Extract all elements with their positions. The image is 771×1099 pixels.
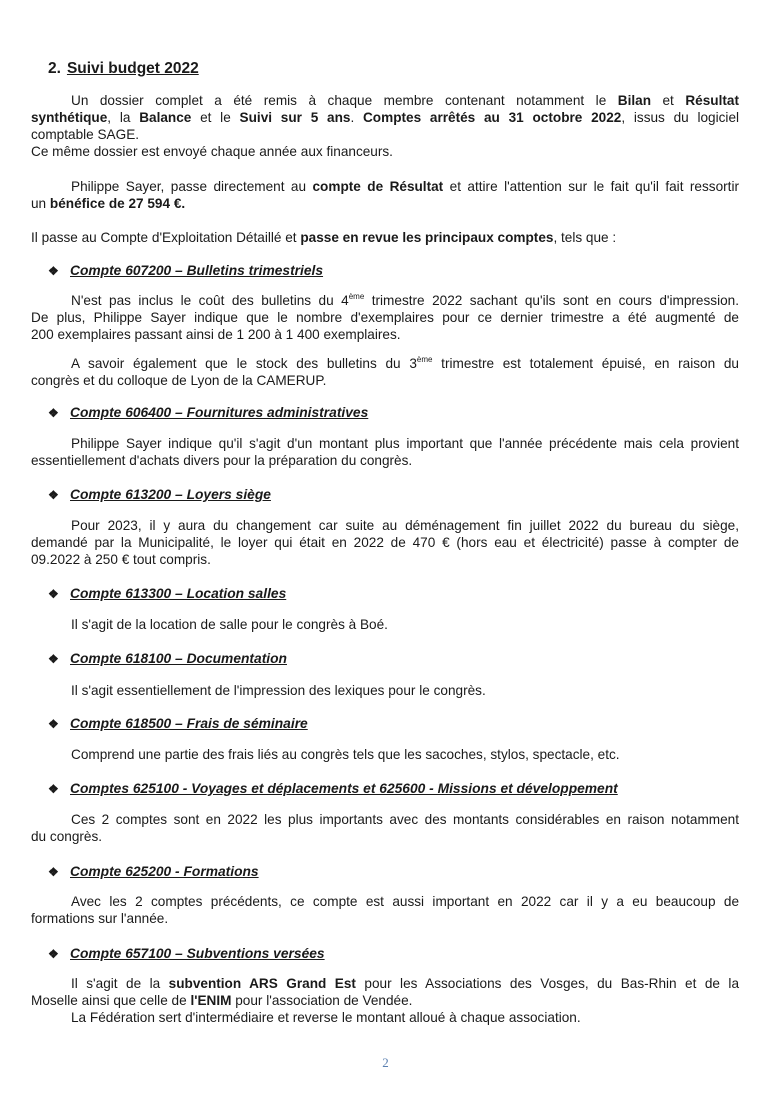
- result-paragraph: Philippe Sayer, passe directement au compte de Résultat et attire l'attention sur le fait qu'il fait ressortir un bénéfice de 27 594 €.: [31, 179, 740, 211]
- account-text-625100-625600: Ces 2 comptes sont en 2022 les plus importants avec des montants considérables en raison notamment du congrès.: [31, 812, 739, 844]
- account-text-607200-stock: A savoir également que le stock des bulletins du 3ème trimestre est totalement épuisé, en raison du congrès et du colloque de Lyon de la CAMERUP.: [31, 355, 739, 388]
- diamond-bullet-icon: ❖: [48, 782, 59, 796]
- account-text-625200: Avec les 2 comptes précédents, ce compte est aussi important en 2022 car il y a eu beaucoup de formations sur l'année.: [31, 894, 739, 926]
- page-number: 2: [382, 1055, 389, 1070]
- account-text-613300: Il s'agit de la location de salle pour le congrès à Boé.: [71, 617, 388, 632]
- diamond-bullet-icon: ❖: [48, 652, 59, 666]
- diamond-bullet-icon: ❖: [48, 264, 59, 278]
- intro-paragraph: Un dossier complet a été remis à chaque membre contenant notamment le Bilan et Résultat synthétique, la Balance et le Suivi sur 5 ans. Comptes arrêtés au 31 octobre 2022, issus du logiciel comptable SAGE. Ce même dossier est envoyé chaque année aux financeurs.: [31, 93, 740, 159]
- account-heading-606400: ❖ Compte 606400 – Fournitures administratives: [48, 405, 369, 420]
- section-number: 2.: [48, 60, 61, 77]
- account-heading-613200: ❖ Compte 613200 – Loyers siège: [48, 487, 271, 502]
- diamond-bullet-icon: ❖: [48, 865, 59, 879]
- account-text-606400: Philippe Sayer indique qu'il s'agit d'un montant plus important que l'année précédente mais cela provient essentiellement d'achats divers pour la préparation du congrès.: [31, 436, 739, 468]
- account-heading-657100: ❖ Compte 657100 – Subventions versées: [48, 946, 325, 961]
- account-text-657100: Il s'agit de la subvention ARS Grand Est pour les Associations des Vosges, du Bas-Rhin et de la Moselle ainsi que celle de l'ENIM pour l'association de Vendée. La Fédération sert d'intermédiaire et reverse le montant alloué à chaque association.: [31, 976, 740, 1025]
- section-title: Suivi budget 2022: [66, 60, 199, 77]
- section-heading: [48, 60, 199, 77]
- account-heading-625100-625600: ❖ Comptes 625100 - Voyages et déplacements et 625600 - Missions et développement: [48, 781, 618, 796]
- diamond-bullet-icon: ❖: [48, 488, 59, 502]
- account-text-618500: Comprend une partie des frais liés au congrès tels que les sacoches, stylos, spectacle, etc.: [71, 747, 620, 762]
- diamond-bullet-icon: ❖: [48, 717, 59, 731]
- account-heading-618500: ❖ Compte 618500 – Frais de séminaire: [48, 716, 308, 731]
- account-text-607200: N'est pas inclus le coût des bulletins du 4ème trimestre 2022 sachant qu'ils sont en cours d'impression. De plus, Philippe Sayer indique que le nombre d'exemplaires pour ce dernier trimestre a été augmenté de 200 exemplaires passant ainsi de 1 200 à 1 400 exemplaires.: [31, 292, 739, 342]
- account-text-613200: Pour 2023, il y aura du changement car suite au déménagement fin juillet 2022 du bureau du siège, demandé par la Municipalité, le loyer qui était en 2022 de 470 € (hors eau et électricité) passe à compter de 09.2022 à 250 € tout compris.: [31, 518, 739, 567]
- review-paragraph: Il passe au Compte d'Exploitation Détaillé et passe en revue les principaux comptes, tels que :: [31, 230, 617, 245]
- account-heading-625200: ❖ Compte 625200 - Formations: [48, 864, 259, 879]
- account-text-618100: Il s'agit essentiellement de l'impression des lexiques pour le congrès.: [71, 683, 486, 698]
- diamond-bullet-icon: ❖: [48, 406, 59, 420]
- account-heading-618100: ❖ Compte 618100 – Documentation: [48, 651, 287, 666]
- diamond-bullet-icon: ❖: [48, 587, 59, 601]
- account-heading-607200: ❖ Compte 607200 – Bulletins trimestriels: [48, 263, 324, 278]
- account-heading-613300: ❖ Compte 613300 – Location salles: [48, 586, 287, 601]
- diamond-bullet-icon: ❖: [48, 947, 59, 961]
